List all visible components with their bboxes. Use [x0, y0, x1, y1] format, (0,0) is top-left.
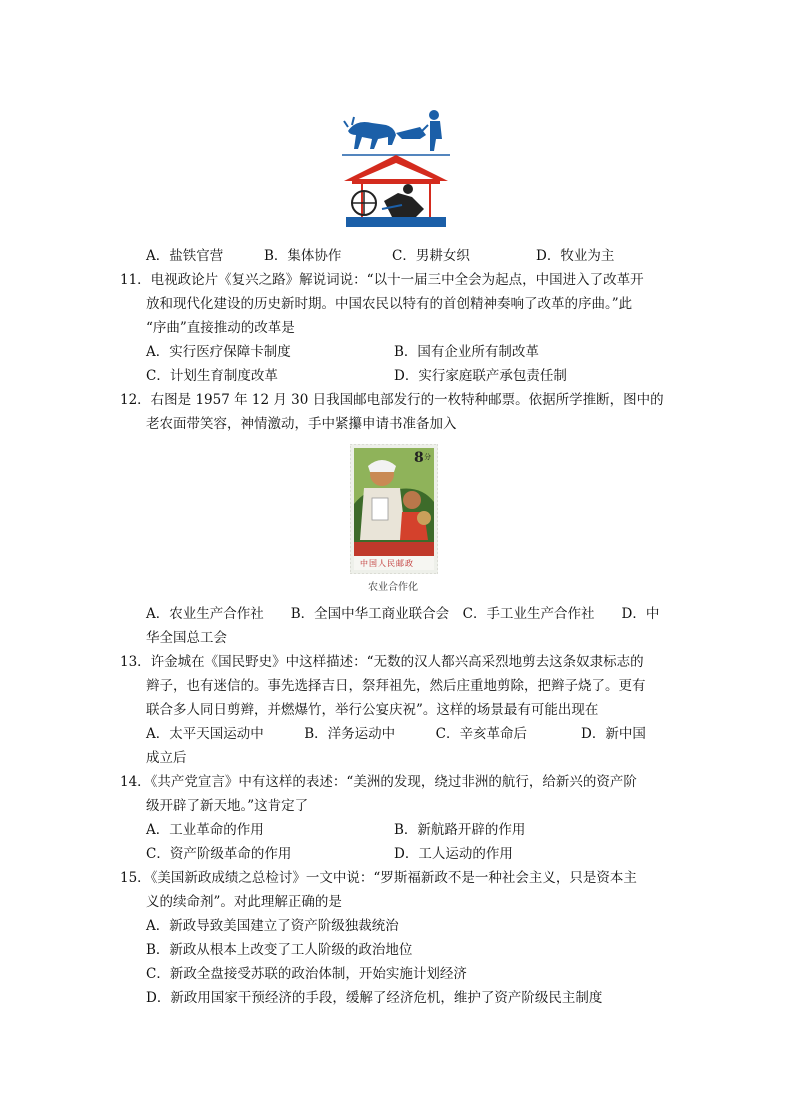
stamp-unit: 分	[424, 453, 431, 461]
q14-option-a[interactable]: A．工业革命的作用	[146, 822, 264, 838]
q11-option-a[interactable]: A．实行医疗保障卡制度	[146, 344, 291, 360]
stamp-value: 8	[414, 450, 424, 466]
q11-stem-line3: “序曲”直接推动的改革是	[146, 320, 295, 336]
q11-stem-line1: 11．电视政论片《复兴之路》解说词说：“以十一届三中全会为起点，中国进入了改革开	[120, 272, 644, 288]
q12-stem-line1: 12．右图是 1957 年 12 月 30 日我国邮电部发行的一枚特种邮票。依据所学推断，图中的	[120, 392, 664, 408]
q15-option-d[interactable]: D．新政用国家干预经济的手段，缓解了经济危机，维护了资产阶级民主制度	[146, 990, 603, 1006]
q10-option-a[interactable]: A．盐铁官营	[146, 248, 224, 264]
farming-illustration	[342, 105, 450, 233]
q14-stem-line2: 级开辟了新天地。”这肯定了	[146, 798, 309, 814]
q13-options-line1[interactable]: A．太平天国运动中 B．洋务运动中 C．辛亥革命后 D．新中国	[146, 726, 646, 742]
q15-option-b[interactable]: B．新政从根本上改变了工人阶级的政治地位	[146, 942, 413, 958]
q15-option-a[interactable]: A．新政导致美国建立了资产阶级独裁统治	[146, 918, 399, 934]
q15-stem-line1: 15．《美国新政成绩之总检讨》一文中说：“罗斯福新政不是一种社会主义，只是资本主	[120, 870, 637, 886]
q13-options-line2[interactable]: 成立后	[146, 750, 187, 766]
q13-stem-line2: 辫子，也有迷信的。事先选择吉日，祭拜祖先，然后庄重地剪除，把辫子烧了。更有	[146, 678, 646, 694]
stamp-artwork	[350, 444, 438, 574]
stamp-country: 中国人民邮政	[360, 559, 414, 568]
q11-option-d[interactable]: D．实行家庭联产承包责任制	[394, 368, 567, 384]
stamp-caption: 农业合作化	[368, 582, 418, 593]
q11-option-c[interactable]: C．计划生育制度改革	[146, 368, 278, 384]
q12-options-line2[interactable]: 华全国总工会	[146, 630, 227, 646]
q14-option-d[interactable]: D．工人运动的作用	[394, 846, 513, 862]
q14-stem-line1: 14．《共产党宣言》中有这样的表述：“美洲的发现，绕过非洲的航行，给新兴的资产阶	[120, 774, 637, 790]
q13-stem-line3: 联合多人同日剪辫，并燃爆竹，举行公宴庆祝”。这样的场景最有可能出现在	[146, 702, 599, 718]
q10-option-d[interactable]: D．牧业为主	[536, 248, 615, 264]
q13-stem-line1: 13．许金城在《国民野史》中这样描述：“无数的汉人都兴高采烈地剪去这条奴隶标志的	[120, 654, 644, 670]
stamp-image	[350, 444, 438, 574]
q14-option-c[interactable]: C．资产阶级革命的作用	[146, 846, 292, 862]
q15-stem-line2: 义的续命剂”。对此理解正确的是	[146, 894, 342, 910]
q11-option-b[interactable]: B．国有企业所有制改革	[394, 344, 539, 360]
q10-option-b[interactable]: B．集体协作	[264, 248, 342, 264]
q12-stem-line2: 老农面带笑容，神情激动，手中紧攥申请书准备加入	[146, 416, 457, 432]
q14-option-b[interactable]: B．新航路开辟的作用	[394, 822, 526, 838]
q15-option-c[interactable]: C．新政全盘接受苏联的政治体制，开始实施计划经济	[146, 966, 467, 982]
q12-options-line1[interactable]: A．农业生产合作社 B．全国中华工商业联合会 C．手工业生产合作社 D．中	[146, 606, 660, 622]
q10-option-c[interactable]: C．男耕女织	[392, 248, 470, 264]
q11-stem-line2: 放和现代化建设的历史新时期。中国农民以特有的首创精神奏响了改革的序曲。”此	[146, 296, 633, 312]
